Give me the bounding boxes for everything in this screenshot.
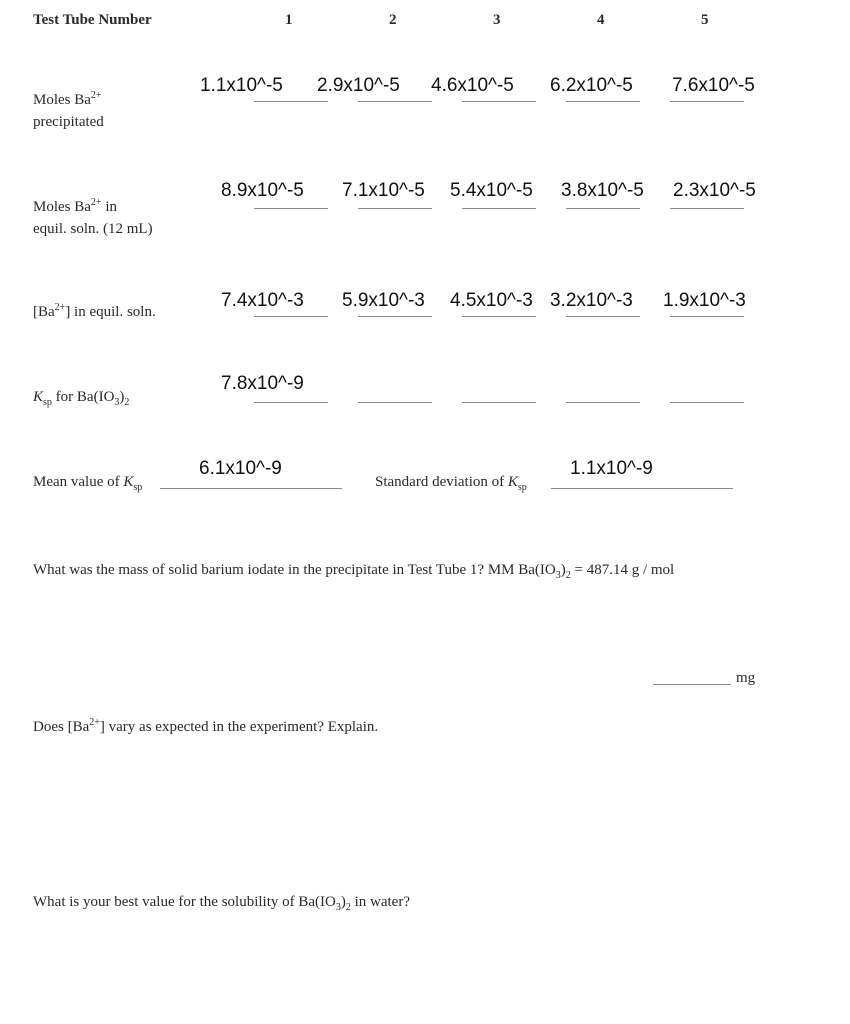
label-sub: sp xyxy=(133,482,143,493)
mass-unit-label: mg xyxy=(736,670,756,686)
value-moles-precipitated-2: 2.9x10^-5 xyxy=(317,75,400,96)
sd-ksp-label xyxy=(375,474,527,491)
label-text: Mean value of xyxy=(33,474,124,490)
tube-number-1: 1 xyxy=(285,12,293,28)
mean-ksp-value: 6.1x10^-9 xyxy=(199,458,282,479)
row-label-moles-precipitated xyxy=(33,89,104,133)
question-text: ) xyxy=(340,894,346,910)
value-moles-precipitated-1: 1.1x10^-5 xyxy=(200,75,283,96)
label-text: [Ba xyxy=(33,304,55,320)
tube-number-5: 5 xyxy=(701,12,709,28)
label-text: ] in equil. soln. xyxy=(65,304,156,320)
tube-number-4: 4 xyxy=(597,12,605,28)
row-label-moles-in-solution xyxy=(33,196,153,240)
label-sup: 2+ xyxy=(54,302,66,313)
answer-line xyxy=(358,101,432,102)
row-label-concentration xyxy=(33,304,156,321)
label-text: Moles Ba xyxy=(33,92,91,108)
label-text: K xyxy=(123,474,134,490)
value-concentration-5: 1.9x10^-3 xyxy=(663,290,746,311)
label-text: Moles Ba xyxy=(33,199,91,215)
answer-line xyxy=(670,402,744,403)
label-text: K xyxy=(507,474,518,490)
question-solubility xyxy=(33,894,410,911)
answer-line xyxy=(254,208,328,209)
answer-line xyxy=(254,316,328,317)
answer-line xyxy=(254,402,328,403)
answer-line xyxy=(462,101,536,102)
value-moles-in-solution-1: 8.9x10^-5 xyxy=(221,180,304,201)
answer-line xyxy=(566,208,640,209)
mean-answer-line xyxy=(160,488,342,489)
label-sub: sp xyxy=(517,482,527,493)
question-text: ] vary as expected in the experiment? Explain. xyxy=(99,719,379,735)
question-sup: 2+ xyxy=(89,717,100,728)
answer-line xyxy=(566,316,640,317)
question-mass-precipitate xyxy=(33,562,674,579)
mass-answer-line xyxy=(653,684,731,685)
question-sub: 3 xyxy=(555,570,561,581)
label-text: for Ba(IO xyxy=(51,389,115,405)
label-sup: 2+ xyxy=(90,197,102,208)
value-moles-in-solution-2: 7.1x10^-5 xyxy=(342,180,425,201)
answer-line xyxy=(254,101,328,102)
value-moles-in-solution-5: 2.3x10^-5 xyxy=(673,180,756,201)
answer-line xyxy=(462,316,536,317)
answer-line xyxy=(358,402,432,403)
answer-line xyxy=(670,316,744,317)
label-sub: 3 xyxy=(114,397,120,408)
question-sub: 3 xyxy=(335,902,341,913)
sd-ksp-value: 1.1x10^-9 xyxy=(570,458,653,479)
question-text: in water? xyxy=(350,894,410,910)
label-text: equil. soln. (12 mL) xyxy=(33,221,153,237)
value-concentration-4: 3.2x10^-3 xyxy=(550,290,633,311)
tube-number-2: 2 xyxy=(389,12,397,28)
row-label-ksp xyxy=(33,389,129,406)
value-moles-precipitated-5: 7.6x10^-5 xyxy=(672,75,755,96)
question-text: Does [Ba xyxy=(33,719,90,735)
answer-line xyxy=(670,101,744,102)
answer-line xyxy=(462,402,536,403)
question-sub: 2 xyxy=(345,902,351,913)
label-sub: sp xyxy=(43,397,52,408)
label-text: in xyxy=(105,199,117,215)
answer-line xyxy=(566,402,640,403)
value-concentration-3: 4.5x10^-3 xyxy=(450,290,533,311)
value-moles-in-solution-3: 5.4x10^-5 xyxy=(450,180,533,201)
sd-answer-line xyxy=(551,488,733,489)
label-text: ) xyxy=(119,389,125,405)
label-text: precipitated xyxy=(33,114,104,130)
answer-line xyxy=(358,208,432,209)
answer-line xyxy=(462,208,536,209)
value-moles-in-solution-4: 3.8x10^-5 xyxy=(561,180,644,201)
label-text: Standard deviation of xyxy=(375,474,508,490)
mean-ksp-label xyxy=(33,474,142,491)
header-label: Test Tube Number xyxy=(33,12,152,28)
answer-line xyxy=(670,208,744,209)
question-sub: 2 xyxy=(565,570,571,581)
value-moles-precipitated-3: 4.6x10^-5 xyxy=(431,75,514,96)
value-concentration-2: 5.9x10^-3 xyxy=(342,290,425,311)
tube-number-3: 3 xyxy=(493,12,501,28)
label-text: K xyxy=(33,389,44,405)
value-moles-precipitated-4: 6.2x10^-5 xyxy=(550,75,633,96)
label-sub: 2 xyxy=(124,397,130,408)
question-text: What is your best value for the solubility of Ba(IO xyxy=(33,894,336,910)
answer-line xyxy=(566,101,640,102)
answer-line xyxy=(358,316,432,317)
value-concentration-1: 7.4x10^-3 xyxy=(221,290,304,311)
question-text: = 487.14 g / mol xyxy=(570,562,675,578)
label-sup: 2+ xyxy=(90,90,102,101)
question-text: What was the mass of solid barium iodate in the precipitate in Test Tube 1? MM Ba(IO xyxy=(33,562,556,578)
question-text: ) xyxy=(560,562,566,578)
question-ba-variation xyxy=(33,719,378,736)
value-ksp-1: 7.8x10^-9 xyxy=(221,373,304,394)
